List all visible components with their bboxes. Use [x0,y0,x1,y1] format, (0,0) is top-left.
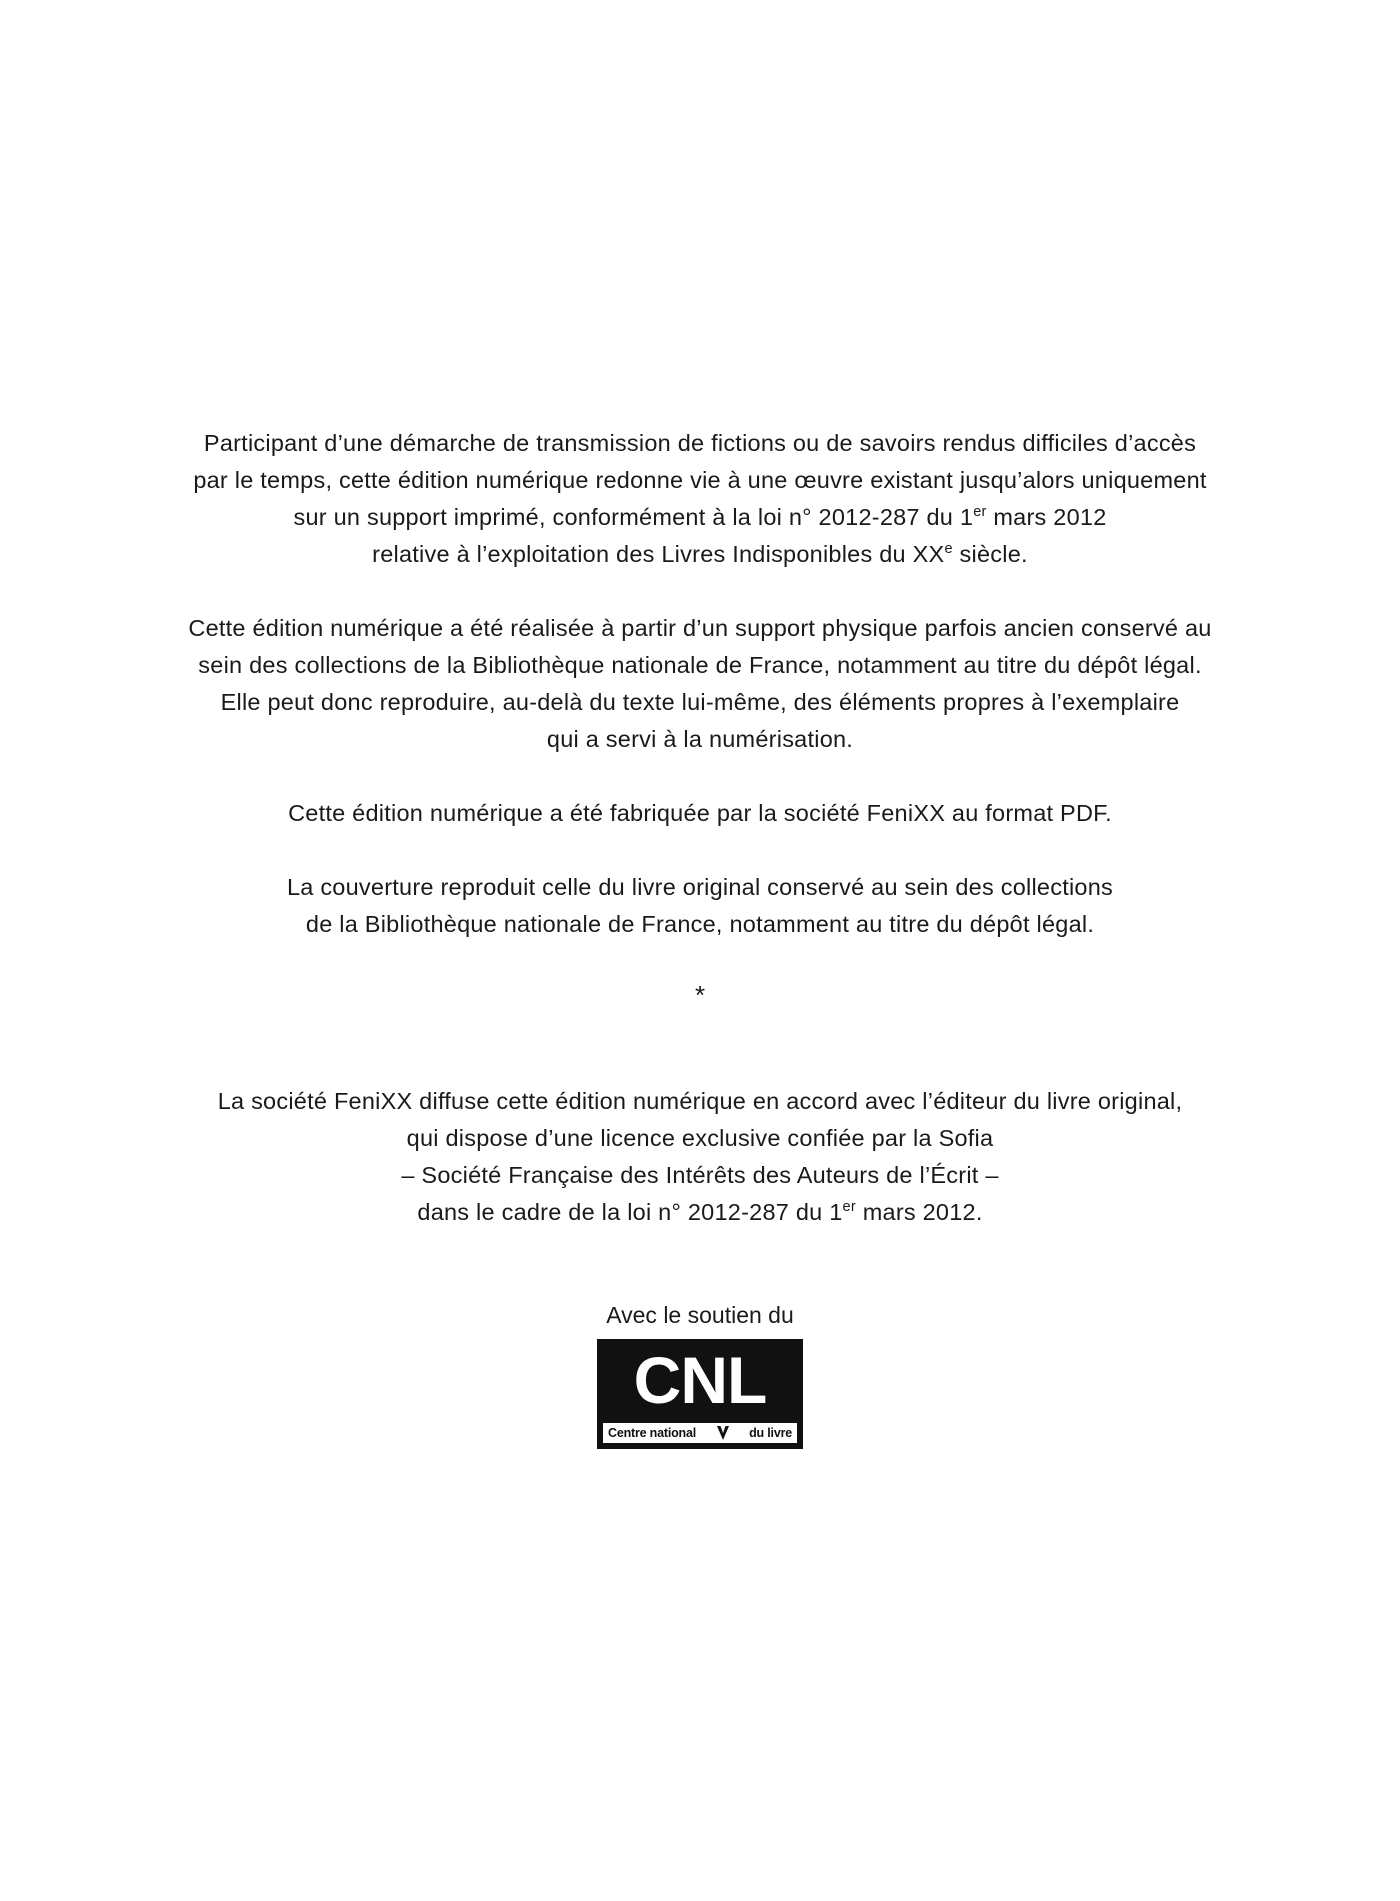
paragraph-transmission [120,425,1280,573]
paragraph-line: Elle peut donc reproduire, au-delà du texte lui-même, des éléments propres à l’exemplaire [220,689,1180,715]
paragraph-line: sein des collections de la Bibliothèque nationale de France, notamment au titre du dépôt légal. [198,652,1202,678]
cnl-logo-caption [603,1423,797,1443]
section-separator: * [694,980,706,1010]
cnl-logo-letters: CNL [633,1343,767,1417]
support-label: Avec le soutien du [606,1302,794,1328]
legal-notice-block [0,425,1400,1449]
ordinal-suffix: e [944,541,953,558]
paragraph-cover [120,869,1280,943]
paragraph-line-century: relative à l’exploitation des Livres Indisponibles du XXe siècle. [372,541,1028,567]
cnl-caption-left: Centre national [608,1426,696,1440]
paragraph-line: qui dispose d’une licence exclusive confiée par la Sofia [406,1125,994,1151]
cnl-logo [597,1339,803,1449]
support-section [597,1301,803,1449]
paragraph-line: par le temps, cette édition numérique redonne vie à une œuvre existant jusqu’alors uniquement [193,467,1207,493]
paragraph-line: Cette édition numérique a été fabriquée par la société FeniXX au format PDF. [288,800,1112,826]
paragraph-line: La société FeniXX diffuse cette édition numérique en accord avec l’éditeur du livre original, [217,1088,1183,1114]
paragraph-line-law: dans le cadre de la loi n° 2012-287 du 1er mars 2012. [417,1199,983,1225]
paragraph-line: – Société Française des Intérêts des Auteurs de l’Écrit – [401,1162,999,1188]
paragraph-line: La couverture reproduit celle du livre original conservé au sein des collections [286,874,1114,900]
paragraph-line: Participant d’une démarche de transmission de fictions ou de savoirs rendus difficiles d’accès [203,430,1197,456]
check-icon [715,1425,731,1441]
paragraph-line-law: sur un support imprimé, conformément à la loi n° 2012-287 du 1er mars 2012 [293,504,1107,530]
paragraph-line: Cette édition numérique a été réalisée à partir d’un support physique parfois ancien conservé au [188,615,1212,641]
paragraph-distribution [120,1083,1280,1231]
cnl-caption-right: du livre [749,1426,792,1440]
paragraph-format [120,795,1280,832]
paragraph-physical-support [120,610,1280,758]
ordinal-suffix: er [973,504,987,521]
paragraph-line: de la Bibliothèque nationale de France, notamment au titre du dépôt légal. [305,911,1095,937]
paragraph-line: qui a servi à la numérisation. [546,726,854,752]
ordinal-suffix: er [842,1199,856,1216]
